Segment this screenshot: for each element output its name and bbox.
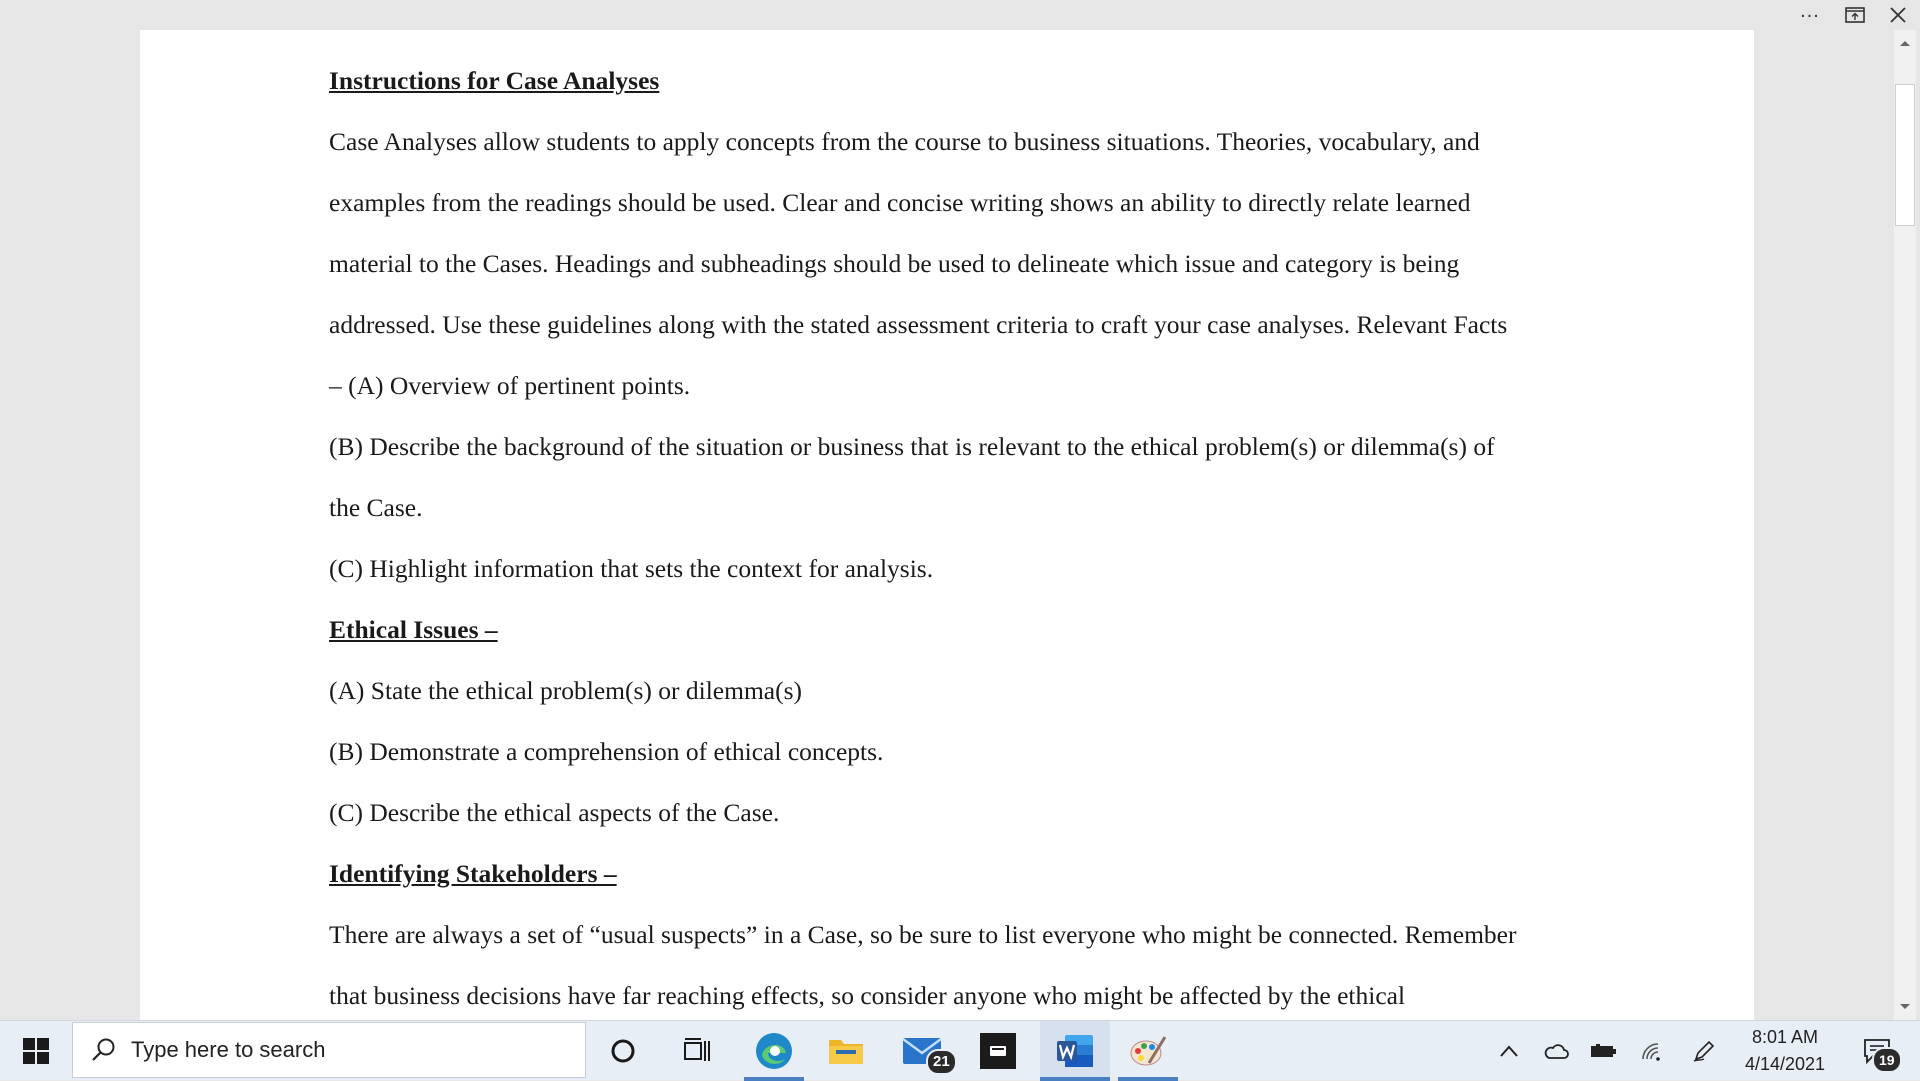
paragraph-line: (A) State the ethical problem(s) or dilemma(s) [329,676,803,705]
edge-icon [754,1031,794,1071]
scroll-up-button[interactable] [1894,32,1916,54]
paint-button[interactable] [1118,1021,1178,1081]
chevron-up-icon [1899,39,1911,47]
word-icon [1055,1033,1095,1069]
terminal-app-button[interactable] [968,1021,1028,1081]
vertical-scrollbar[interactable] [1894,30,1916,1020]
more-options-button[interactable]: ... [1800,0,1820,22]
search-placeholder: Type here to search [131,1037,326,1062]
restore-button[interactable] [1840,0,1870,30]
clock-time: 8:01 AM [1751,1027,1819,1047]
active-indicator [1118,1077,1178,1081]
paragraph-line: Case Analyses allow students to apply concepts from the course to business situations. Theories, vocabulary, and [329,127,1480,156]
mail-button[interactable] [892,1021,952,1081]
wifi-button[interactable] [1634,1021,1670,1081]
paragraph-line: (B) Demonstrate a comprehension of ethical concepts. [329,737,884,766]
close-icon [1889,6,1907,24]
cloud-icon [1543,1042,1569,1060]
scroll-down-button[interactable] [1894,996,1916,1018]
terminal-icon [980,1033,1016,1069]
mail-unread-badge: 21 [926,1049,957,1075]
title-bar [0,0,1920,30]
clock-date: 4/14/2021 [1744,1054,1826,1074]
file-explorer-button[interactable] [816,1021,876,1081]
battery-button[interactable] [1586,1021,1622,1081]
cortana-icon [610,1038,636,1064]
taskbar [0,1020,1920,1080]
pen-workspace-button[interactable] [1686,1021,1722,1081]
active-indicator [1040,1077,1110,1081]
notification-count-badge: 19 [1872,1047,1902,1073]
word-button[interactable] [1040,1021,1110,1081]
paragraph-line: (C) Describe the ethical aspects of the Case. [329,798,780,827]
paragraph-line: the Case. [329,493,423,522]
system-clock[interactable] [1730,1021,1840,1081]
paragraph-line: that business decisions have far reaching effects, so consider anyone who might be affected by the ethical [329,981,1406,1010]
windows-icon [23,1038,49,1064]
battery-icon [1590,1043,1618,1059]
paragraph-line: addressed. Use these guidelines along with the stated assessment criteria to craft your case analyses. Relevant Facts [329,310,1508,339]
wifi-icon [1640,1041,1664,1061]
paragraph-line: (B) Describe the background of the situation or business that is relevant to the ethical problem(s) or dilemma(s) of [329,432,1495,461]
taskbar-search-box[interactable] [72,1022,586,1078]
document-body [329,62,1569,1020]
heading-identifying-stakeholders: Identifying Stakeholders – [329,859,617,888]
paint-palette-icon [1129,1033,1167,1069]
folder-icon [828,1036,864,1066]
scroll-thumb[interactable] [1895,84,1915,226]
paragraph-line: There are always a set of “usual suspects” in a Case, so be sure to list everyone who might be connected. Remember [329,920,1517,949]
restore-icon [1845,6,1865,24]
chevron-up-icon [1500,1045,1518,1057]
paragraph-line: material to the Cases. Headings and subheadings should be used to delineate which issue and category is being [329,249,1460,278]
onedrive-button[interactable] [1538,1021,1574,1081]
show-hidden-icons-button[interactable] [1492,1021,1526,1081]
start-button[interactable] [12,1021,60,1081]
paragraph-line: examples from the readings should be used. Clear and concise writing shows an ability to directly relate learned [329,188,1471,217]
paragraph-line: – (A) Overview of pertinent points. [329,371,691,400]
action-center-button[interactable] [1852,1021,1902,1081]
cortana-button[interactable] [598,1021,648,1081]
close-button[interactable] [1880,0,1916,30]
task-view-button[interactable] [672,1021,722,1081]
task-view-icon [683,1038,711,1064]
edge-browser-button[interactable] [744,1021,804,1081]
chevron-down-icon [1899,1003,1911,1011]
heading-ethical-issues: Ethical Issues – [329,615,498,644]
document-page[interactable] [140,30,1754,1020]
pen-icon [1692,1039,1716,1063]
paragraph-line: (C) Highlight information that sets the context for analysis. [329,554,934,583]
document-title: Instructions for Case Analyses [329,66,660,95]
search-icon [91,1037,117,1063]
active-indicator [744,1077,804,1081]
